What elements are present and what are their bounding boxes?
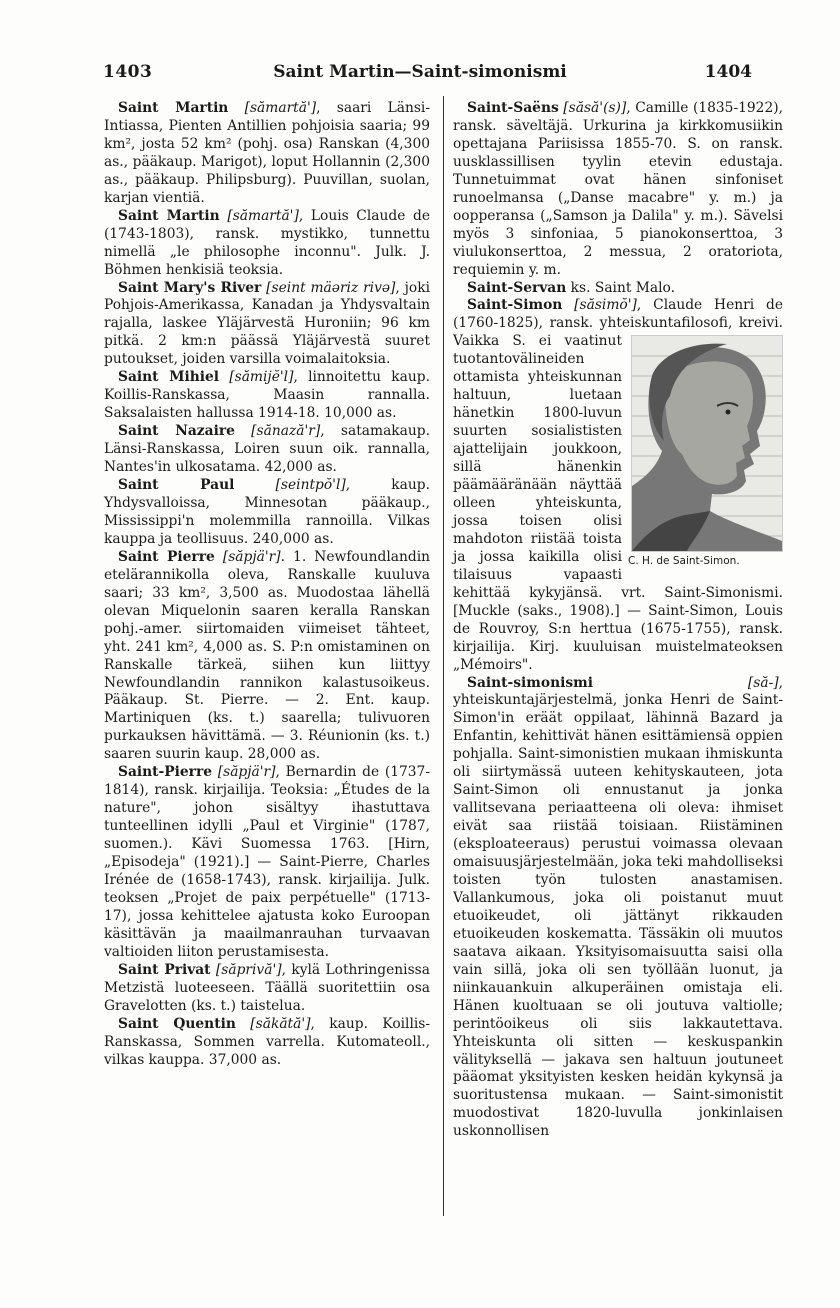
entry-pronunciation: [sămartă'] [227, 207, 299, 224]
entry-saint-simon [453, 297, 783, 674]
entry-body: . 1. Newfoundlandin etelärannikolla oleva, Ranskalle kuuluva saari; 33 km², 3,500 as. Muodostaa lähellä olevan Miquelonin saaren keralla Ranskan pohj.-amer. siirtomaiden viimeiset tähteet, yht. 241 km², 4,000 as. S. P:n omistaminen on Ranskalle tärkeä, siihen kun liittyy Newfoundlandin rannikon kalastusoikeus. Pääkaup. St. Pierre. — 2. Ent. kaup. Martiniquen (ks. t.) saarella; tulivuoren purkauksen hävittämä. — 3. Réunionin (ks. t.) saaren suurin kaup. 28,000 as. [104, 548, 430, 763]
entry-pronunciation: [sămijĕ'l] [229, 369, 294, 386]
dictionary-entry [104, 962, 430, 1016]
entry-pronunciation: [sămartă'] [244, 100, 317, 116]
entry-pronunciation: [săsă'(s)] [563, 100, 627, 116]
entry-headword: Saint-Saëns [467, 100, 559, 116]
entry-body: , linnoitettu kaup. Koillis-Ranskassa, Maasin rannalla. Saksalaisten hallussa 1914-18. 10,000 as. [104, 369, 430, 422]
page-number-left: 1403 [103, 62, 153, 82]
saint-simon-portrait [631, 335, 783, 552]
page-number-right: 1404 [704, 62, 752, 82]
portrait-caption: C. H. de Saint-Simon. [628, 555, 740, 568]
entry-headword: Saint-simonismi [467, 674, 593, 691]
dictionary-entry [104, 208, 430, 280]
entry-headword: Saint Martin [118, 100, 229, 116]
entry-body: Vaikka S. ei vaatinut tuotantovälineiden ottamista yhteiskunnan haltuun, luetaan hänetkin 1800-luvun suurten sosialististen ajattelijain joukkoon, sillä hänenkin päämääränään näyttää olleen yhteiskunta, jossa toisen olisi mahdoton riistää toista ja jossa kaikilla olisi tilaisuus vapaasti kehittää kykyjänsä. vrt. Saint-Simonismi. [Muckle (saks., 1908).] — Saint-Simon, Louis de Rouvroy, S:n herttua (1675-1755), ransk. kirjailija. Kirj. kuuluisan muistelmateoksen „Mémoirs". [453, 333, 783, 673]
entry-pronunciation: [săpjä'r] [222, 548, 281, 565]
dictionary-entry [104, 477, 430, 549]
dictionary-entry [453, 100, 783, 280]
entry-headword: Saint-Servan [467, 279, 567, 296]
entry-body: , kaup. Yhdysvalloissa, Minnesotan pääkaup., Mississippi'n molemmilla rannoilla. Vilkas kauppa ja teollisuus. 240,000 as. [104, 477, 430, 547]
entry-headword: Saint Mihiel [118, 369, 219, 386]
entry-body: , joki Pohjois-Amerikassa, Kanadan ja Yhdysvaltain rajalla, laskee Yläjärvestä Huroniin; 96 km pitkä. 2 km:n päässä Yläjärvestä suuret putoukset, joiden varsilla voimalaitoksia. [104, 279, 431, 368]
entry-body: , yhteiskuntajärjestelmä, jonka Henri de Saint-Simon'in eräät oppilaat, lähinnä Bazard ja Enfantin, kehittivät hänen esittämiensä oppien pohjalla. Saint-simonistien mukaan ihmiskunta oli siirtymässä uuteen kehityskauteen, jota Saint-Simon oli ennustanut ja jonka vallitsevana periaatteena oli oleva: ihmiset eivät saa riistää toisiaan. Riistäminen (eksploateeraus) perustui voimassa olevaan omaisuusjärjestelmään, joka teki mahdolliseksi toisten työn tulosten anastamisen. Vallankumous, joka oli poistanut muut etuoikeudet, oli jättänyt rikkauden etuoikeuden koskematta. Tässäkin oli muutos saatava aikaan. Yksityisomaisuutta saisi olla vain sillä, joka oli sen työllään luonut, ja niinkauankuin alkuperäinen omistaja eli. Hänen kuoltuaan se oli joutuva valtiolle; perintöoikeus oli siis lakkautettava. Yhteiskunta oli sitten — keskuspankin välityksellä — jakava sen haltuun joutuneet pääomat yksityisten kesken heidän kykynsä ja suoritustensa mukaan. — Saint-simonistit muodostivat 1820-luvulla jonkinlaisen uskonnollisen [453, 674, 783, 1140]
entry-pronunciation: [săprivă'] [215, 961, 282, 978]
dictionary-entry [104, 423, 430, 477]
right-column [453, 100, 783, 1141]
entry-headword: Saint Nazaire [118, 423, 235, 440]
portrait-figure [628, 335, 783, 570]
entry-body: , satamakaup. Länsi-Ranskassa, Loiren suun oik. rannalla, Nantes'in ulkosatama. 42,000 as. [104, 423, 430, 476]
entry-body: , Bernardin de (1737-1814), ransk. kirjailija. Teoksia: „Études de la nature", johon sisältyy ihastuttava tunteellinen idylli „Paul et Virginie" (1787, suomen.). Kävi Suomessa 1763. [Hirn, „Episodeja" (1921).] — Saint-Pierre, Charles Irénée de (1658-1743), ransk. kirjailija. Julk. teoksen „Projet de paix perpétuelle" (1713-17), jossa kehittelee ajatusta koko Euroopan käsittävän ja maailmanrauhan turvaavan valtioiden liiton perustamisesta. [104, 764, 430, 960]
entry-headword: Saint Mary's River [118, 279, 262, 296]
entry-headword: Saint Paul [118, 477, 235, 494]
left-column [104, 100, 430, 1069]
entry-headword: Saint-Pierre [118, 764, 212, 781]
entry-pronunciation: [sănază'r] [251, 423, 321, 440]
page-header [0, 62, 840, 92]
entry-pronunciation: [săpjä'r] [217, 764, 276, 781]
entry-body: , kylä Lothringenissa Metzistä luoteeseen. Täällä suoritettiin osa Gravelotten (ks. t.) taistelua. [104, 961, 430, 1014]
entry-body: , Camille (1835-1922), ransk. säveltäjä. Urkurina ja kirkkomusiikin opettajana Pariisissa 1855-70. S. on ransk. uusklassillisen tyylin etevin edustaja. Tunnetuimmat ovat hänen sinfoniset runoelmansa („Danse macabre" y. m.) ja oopperansa („Samson ja Dalila" y. m.). Sävelsi myös 3 sinfoniaa, 5 pianokonserttoa, 3 viulukonserttoa, 2 messua, 2 oratoriota, requiemin y. m. [453, 100, 784, 278]
entry-pronunciation: [săkătă'] [250, 1015, 311, 1032]
entry-pronunciation: [seint mäəriz rivə] [266, 279, 396, 296]
entry-headword: Saint Quentin [118, 1015, 236, 1032]
dictionary-entry [453, 280, 783, 298]
dictionary-entry [104, 280, 430, 370]
dictionary-entry [104, 1016, 430, 1070]
entry-headword: Saint Pierre [118, 548, 215, 565]
entry-headword: Saint Martin [118, 207, 220, 224]
entry-intro: , Claude Henri de (1760-1825), ransk. yhteiskuntafilosofi, kreivi. [453, 297, 783, 332]
entry-headword: Saint-Simon [467, 297, 563, 314]
entry-body: , kaup. Koillis-Ranskassa, Sommen varrella. Kutomateoll., vilkas kauppa. 37,000 as. [104, 1015, 431, 1068]
entry-headword: Saint Privat [118, 961, 211, 978]
entry-body: , Louis Claude de (1743-1803), ransk. mystikko, tunnettu nimellä „le philosophe inconnu". Julk. J. Böhmen henkisiä teoksia. [104, 207, 430, 278]
running-title: Saint Martin—Saint-simonismi [273, 62, 567, 82]
entry-pronunciation: [seintpŏ'l] [275, 477, 346, 494]
entry-saint-simonismi [453, 675, 783, 1142]
dictionary-entry [104, 549, 430, 764]
dictionary-entry [104, 369, 430, 423]
entry-pronunciation: [săsimŏ'] [574, 297, 637, 314]
entry-pronunciation: [să-] [747, 674, 779, 691]
entry-body: ks. Saint Malo. [566, 279, 675, 296]
dictionary-entry [104, 764, 430, 961]
entry-body: , saari Länsi-Intiassa, Pienten Antillien pohjoisia saaria; 99 km², josta 52 km² (pohj. osa) Ranskan (4,300 as., pääkaup. Marigot), loput Hollannin (2,300 as., pääkaup. Philipsburg). Puuvillan, suolan, karjan vientiä. [104, 100, 430, 206]
column-divider [443, 96, 444, 1216]
dictionary-entry [104, 100, 430, 208]
